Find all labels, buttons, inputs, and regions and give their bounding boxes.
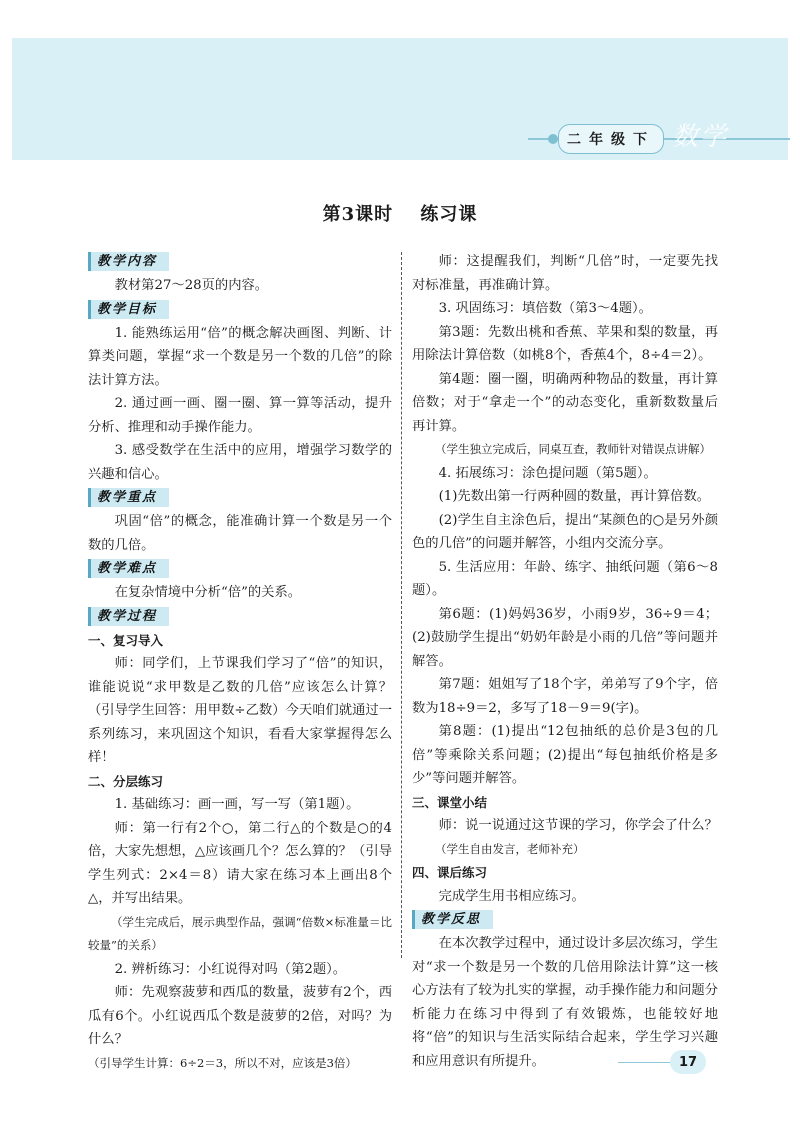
summary-note: （学生自由发言，老师补充） xyxy=(435,841,585,856)
practice-2-note: （引导学生计算：6÷2＝3，所以不对，应该是3倍） xyxy=(88,1055,357,1070)
right-text-1: 师：这提醒我们，判断“几倍”时，一定要先找对标准量，再准确计算。 xyxy=(412,254,718,293)
right-text-3: 第3题：先数出桃和香蕉、苹果和梨的数量，再用除法计算倍数（如桃8个，香蕉4个，8÷4＝2）。 xyxy=(412,324,718,363)
right-text-4: 第4题：圈一圈，明确两种物品的数量，再计算倍数；对于“拿走一个”的动态变化，重新数数量后再计算。 xyxy=(412,371,718,434)
right-column xyxy=(412,250,718,1073)
right-text-9: 5. 生活应用：年龄、练字、抽纸问题（第6～8题）。 xyxy=(412,559,718,598)
right-text-11: 第7题：姐姐写了18个字，弟弟写了9个字，倍数为18÷9＝2，多写了18－9＝9(字)。 xyxy=(412,677,718,716)
lesson-name: 练习课 xyxy=(420,204,478,225)
right-text-2: 3. 巩固练习：填倍数（第3～4题）。 xyxy=(438,301,652,316)
difficult-point: 在复杂情境中分析“倍”的关系。 xyxy=(114,585,302,600)
goal-2: 2. 通过画一画、圈一圈、算一算等活动，提升分析、推理和动手操作能力。 xyxy=(88,396,392,435)
right-text-8: (2)学生自主涂色后，提出“某颜色的○是另外颜色的几倍”的问题并解答，小组内交流分享。 xyxy=(412,512,718,551)
reflection-text: 在本次教学过程中，通过设计多层次练习，学生对“求一个数是另一个数的几倍用除法计算”这一核心方法有了较为扎实的掌握，动手操作能力和问题分析能力在练习中得到了有效锻炼，也能较好地将“倍”的知识与生活实际结合起来，学生学习兴趣和应用意识有所提升。 xyxy=(412,936,718,1069)
right-text-12: 第8题：(1)提出“12包抽纸的总价是3包的几倍”等乘除关系问题；(2)提出“每包抽纸价格是多少”等问题并解答。 xyxy=(412,724,718,786)
practice-1-note: （学生完成后，展示典型作品，强调“倍数×标准量＝比较量”的关系） xyxy=(88,914,392,952)
right-text-10: 第6题：(1)妈妈36岁，小雨9岁，36÷9＝4；(2)鼓励学生提出“奶奶年龄是小雨的几倍”等问题并解答。 xyxy=(412,606,718,669)
practice-2-text: 师：先观察菠萝和西瓜的数量，菠萝有2个，西瓜有6个。小红说西瓜个数是菠萝的2倍，对吗？为什么？ xyxy=(88,985,392,1047)
practice-1-text: 师：第一行有2个○，第二行△的个数是○的4倍，大家先想想，△应该画几个？怎么算的？（引导学生列式：2×4＝8）请大家在练习本上画出8个△，并写出结果。 xyxy=(88,820,392,906)
practice-2-title: 2. 辨析练习：小红说得对吗（第2题）。 xyxy=(114,961,347,977)
column-divider xyxy=(401,252,402,958)
header-dot xyxy=(548,134,558,144)
section-header-reflection: 教学反思 xyxy=(412,910,493,929)
subsection-homework: 四、课后练习 xyxy=(412,865,488,880)
page-number-rule xyxy=(618,1062,672,1063)
page-title xyxy=(0,200,800,226)
right-note-1: （学生独立完成后，同桌互查，教师针对错误点讲解） xyxy=(435,442,711,456)
goal-1: 1. 能熟练运用“倍”的概念解决画图、判断、计算类问题，掌握“求一个数是另一个数的几倍”的除法计算方法。 xyxy=(88,325,392,388)
subsection-review: 一、复习导入 xyxy=(88,632,164,648)
practice-1-title: 1. 基础练习：画一画，写一写（第1题）。 xyxy=(114,797,360,812)
grade-badge: 二年级下 xyxy=(558,124,664,154)
section-header-goals: 教学目标 xyxy=(88,300,169,319)
right-text-6: 4. 拓展练习：涂色提问题（第5题）。 xyxy=(438,465,657,481)
subsection-practice: 二、分层练习 xyxy=(88,773,164,789)
goal-3: 3. 感受数学在生活中的应用，增强学习数学的兴趣和信心。 xyxy=(88,443,392,482)
homework-text: 完成学生用书相应练习。 xyxy=(438,888,585,904)
subsection-summary: 三、课堂小结 xyxy=(412,794,488,810)
content-text: 教材第27～28页的内容。 xyxy=(114,278,269,293)
key-point: 巩固“倍”的概念，能准确计算一个数是另一个数的几倍。 xyxy=(88,514,392,553)
section-header-content: 教学内容 xyxy=(88,252,169,271)
left-column xyxy=(88,250,392,1075)
section-header-process: 教学过程 xyxy=(88,607,169,626)
page-number: 17 xyxy=(670,1050,706,1074)
summary-text: 师：说一说通过这节课的学习，你学会了什么？ xyxy=(438,818,718,833)
section-header-difficult: 教学难点 xyxy=(88,559,169,578)
section-header-key: 教学重点 xyxy=(88,488,169,507)
review-text: 师：同学们，上节课我们学习了“倍”的知识，谁能说说“求甲数是乙数的几倍”应该怎么计算？（引导学生回答：用甲数÷乙数）今天咱们就通过一系列练习，来巩固这个知识，看看大家掌握得怎么样！ xyxy=(88,656,392,765)
right-text-7: (1)先数出第一行两种圆的数量，再计算倍数。 xyxy=(438,489,711,504)
lesson-number: 第3课时 xyxy=(322,204,394,225)
subject-watermark: 数学 xyxy=(672,122,729,152)
